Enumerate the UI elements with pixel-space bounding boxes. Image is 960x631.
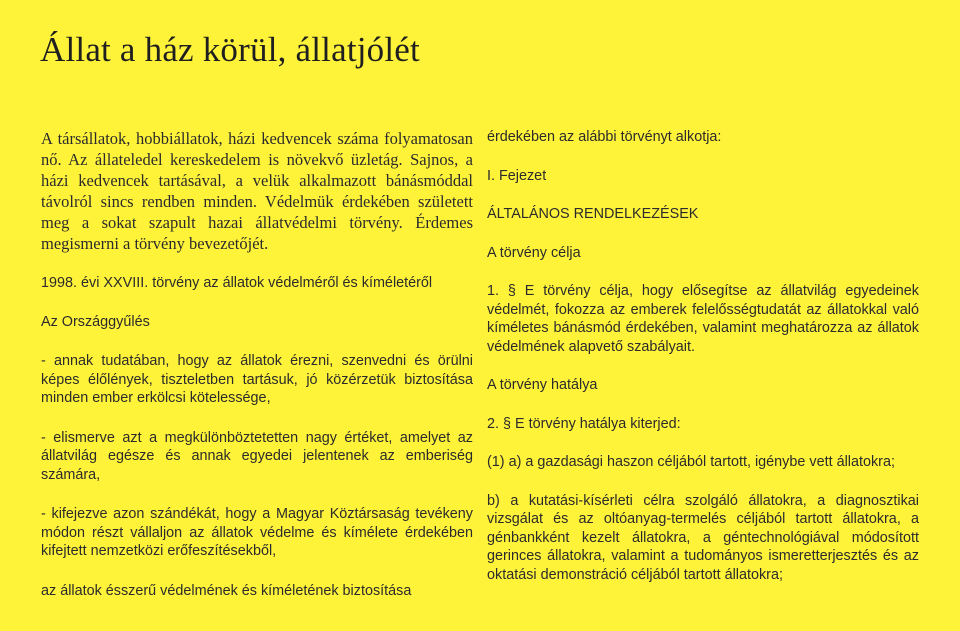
left-column xyxy=(41,128,473,600)
law-title: 1998. évi XXVIII. törvény az állatok védelméről és kíméletéről xyxy=(41,275,433,291)
clause-3: - kifejezve azon szándékát, hogy a Magyar Köztársaság tevékeny módon részt vállaljon az állatok védelme és kímélete érdekében kifejtett nemzetközi erőfeszítésekből, xyxy=(41,506,473,559)
clause-2: - elismerve azt a megkülönböztetetten nagy értéket, amelyet az állatvilág egésze és annak egyedei jelentenek az emberiség számára, xyxy=(41,429,473,483)
intro-paragraph: A társállatok, hobbiállatok, házi kedvencek száma folyamatosan nő. Az állateledel kereskedelem is növekvő üzletág. Sajnos, a házi kedvencek tartásával, a velük alkalmazott bánásmóddal távolról sincs rendben minden. Védelmük érdekében született meg a sokat szapult hazai állatvédelmi törvény. Érdemes megismerni a törvény bevezetőjét. xyxy=(41,129,473,253)
page-title: Állat a ház körül, állatjólét xyxy=(40,30,420,69)
continuation-text: érdekében az alábbi törvényt alkotja: xyxy=(487,129,722,145)
scope-item-1: (1) a) a gazdasági haszon céljából tartott, igénybe vett állatokra; xyxy=(487,454,895,470)
section-2: 2. § E törvény hatálya kiterjed: xyxy=(487,415,681,432)
clause-4: az állatok ésszerű védelmének és kíméletének biztosítása xyxy=(41,582,412,599)
parliament-label: Az Országgyűlés xyxy=(41,313,150,330)
scope-item-2: b) a kutatási-kísérleti célra szolgáló állatokra, a diagnosztikai vizsgálat és az oltóanyag-termelés céljából tartott állatokra, a génbankként kezelt állatokra, a géntechnológiával módosított gerinces állatokra, valamint a tudományos ismeretterjesztés és az oktatási demonstráció céljából tartott állatokra; xyxy=(487,492,919,583)
purpose-heading: A törvény célja xyxy=(487,244,581,261)
scope-heading: A törvény hatálya xyxy=(487,377,598,393)
general-provisions-heading: ÁLTALÁNOS RENDELKEZÉSEK xyxy=(487,206,699,222)
clause-1: - annak tudatában, hogy az állatok érezni, szenvedni és örülni képes élőlények, tiszteletben tartásuk, jó közérzetük biztosítása minden ember erkölcsi kötelessége, xyxy=(41,353,473,406)
right-column xyxy=(487,128,919,584)
chapter-heading: I. Fejezet xyxy=(487,167,547,184)
section-1: 1. § E törvény célja, hogy elősegítse az állatvilág egyedeinek védelmét, fokozza az emberek felelősségtudatát az állatokkal való kíméletes bánásmód érdekében, valamint meghatározza az állatok védelmének alapvető szabályait. xyxy=(487,283,919,355)
